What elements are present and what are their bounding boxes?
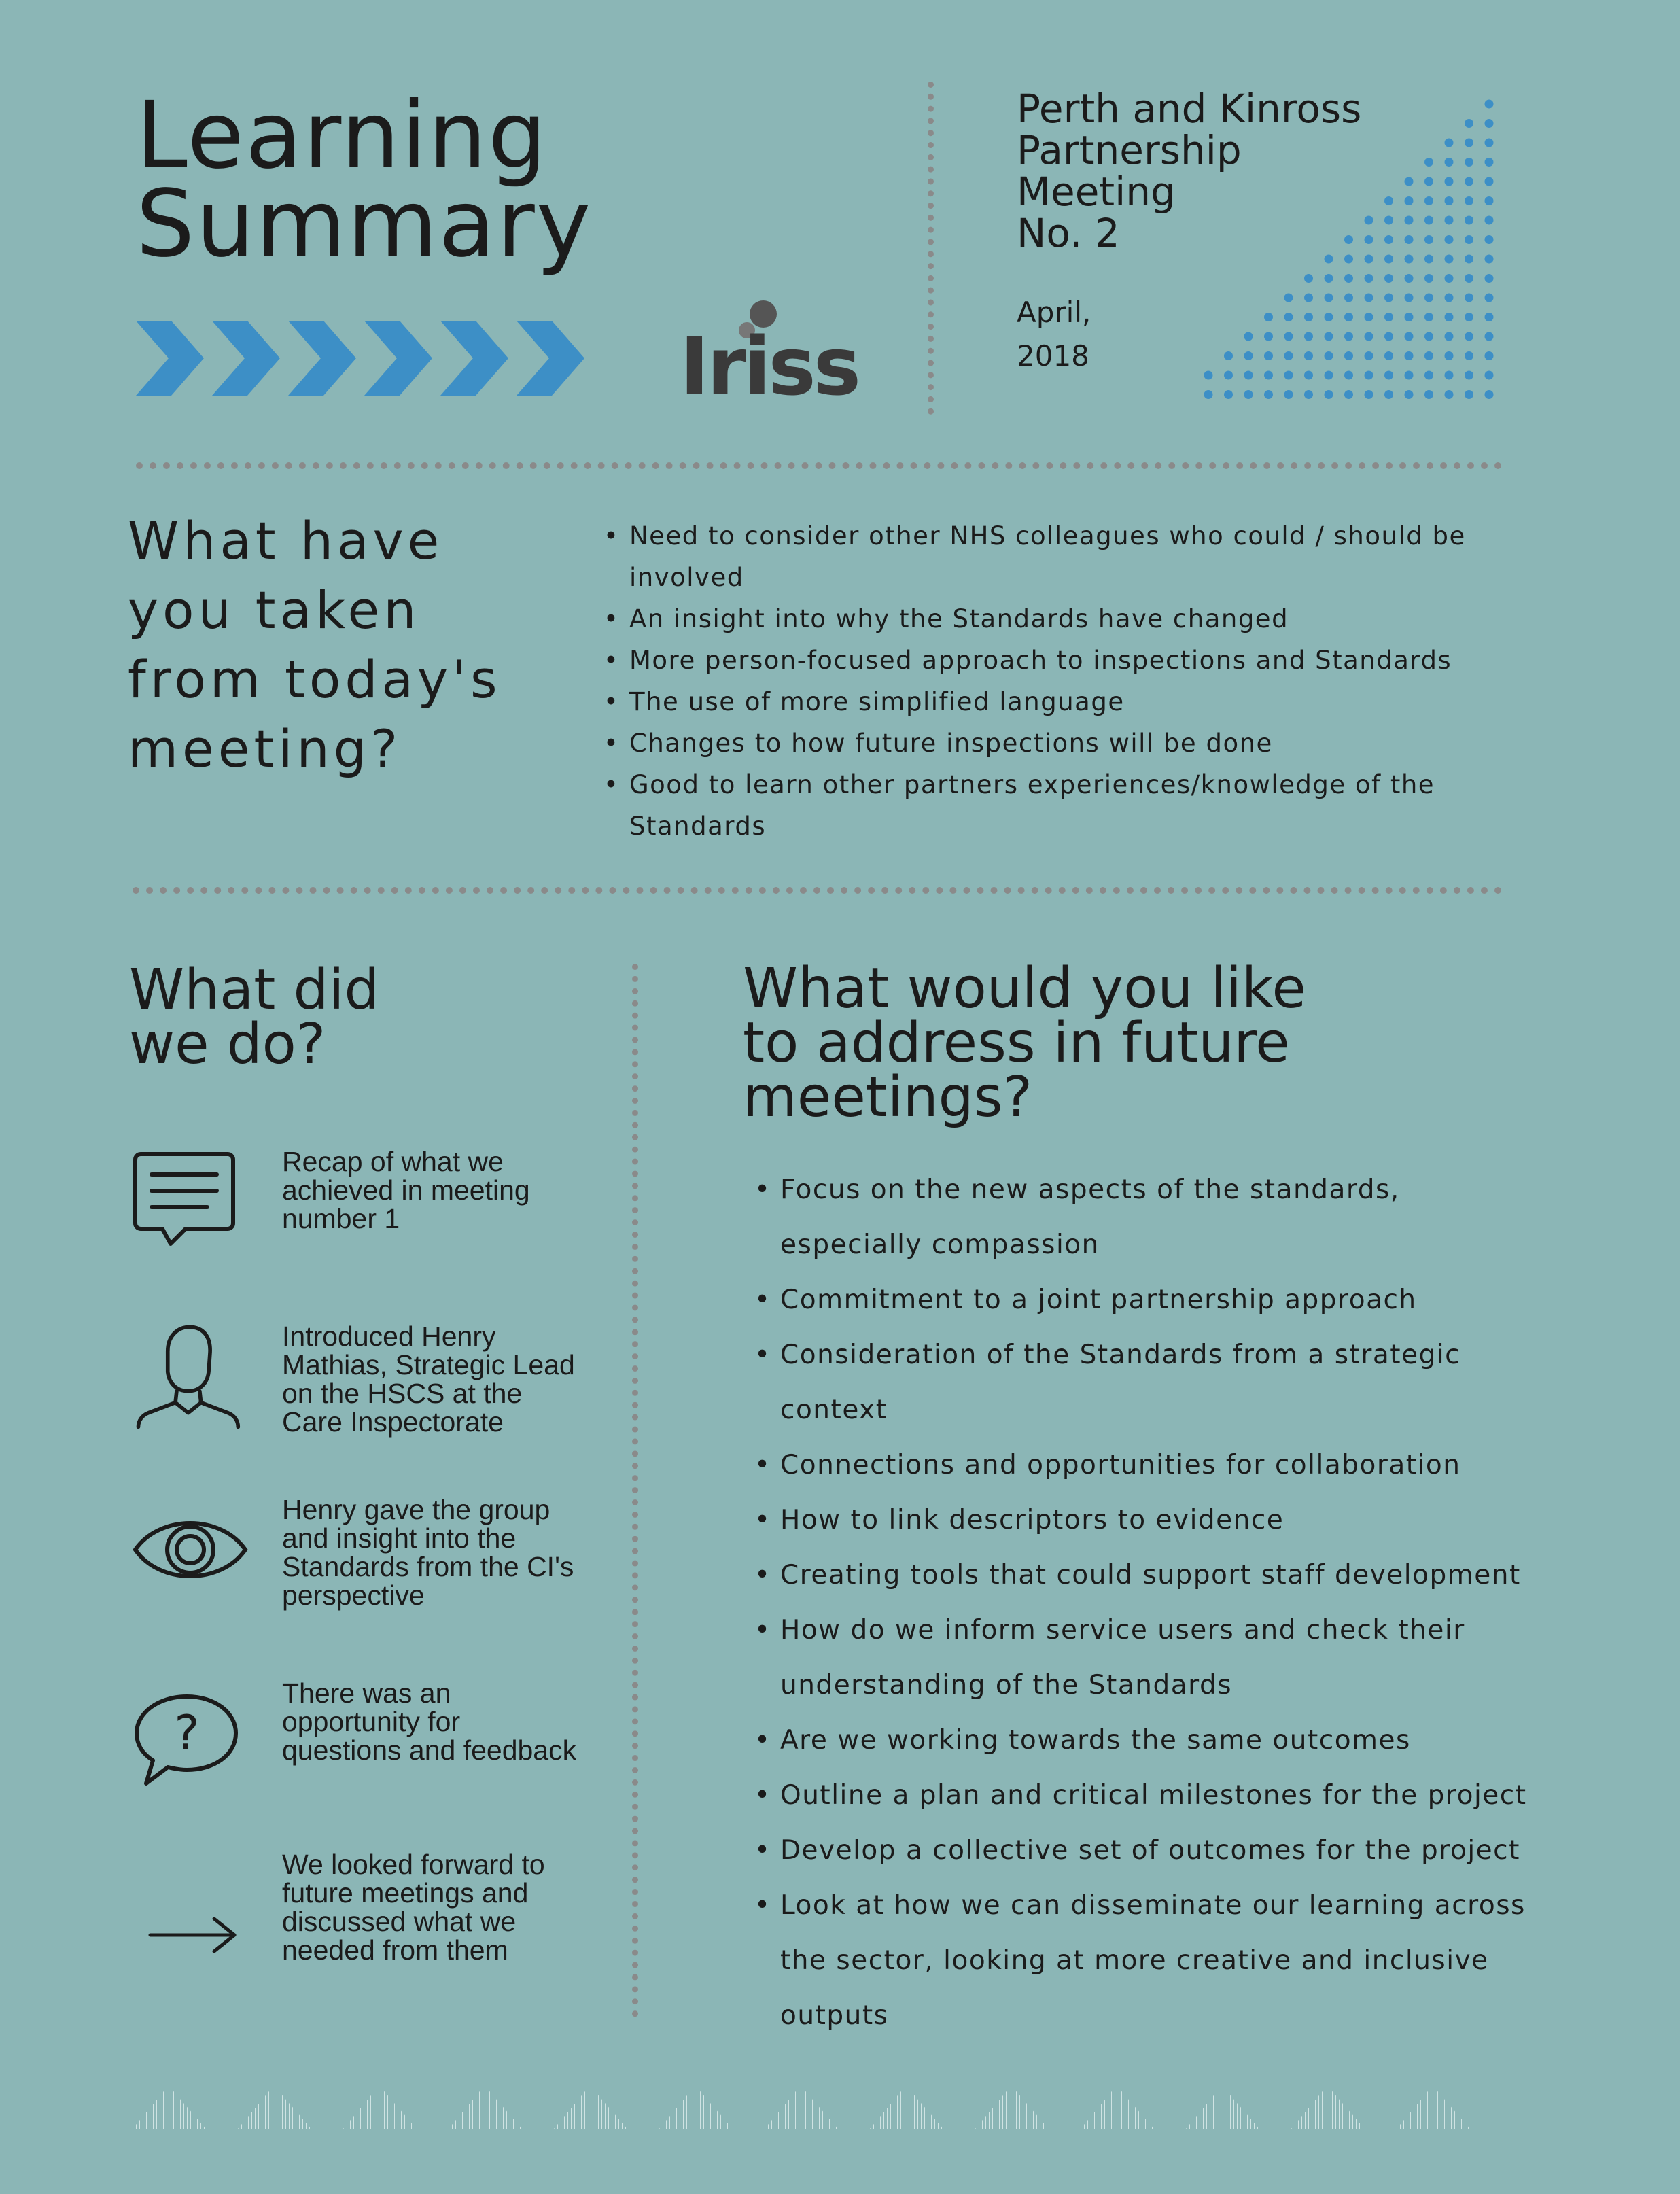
decor-dot (1485, 313, 1494, 321)
did-heading-line-1: What did (129, 958, 380, 1022)
page-title (136, 82, 593, 278)
future-heading-line-1: What would you like (743, 956, 1306, 1021)
decor-dot (1424, 390, 1433, 399)
decor-dot (1485, 390, 1494, 399)
list-item: • Creating tools that could support staff development (754, 1548, 1543, 1603)
decor-dot (1405, 196, 1414, 205)
decor-dot (1325, 332, 1333, 341)
person-icon (133, 1322, 241, 1431)
decor-triangle (1119, 2088, 1154, 2129)
decor-dot (1344, 332, 1353, 341)
decor-dot (1445, 177, 1454, 186)
list-item: • Develop a collective set of outcomes for the project (754, 1823, 1543, 1878)
decor-dot (1405, 177, 1414, 186)
decor-dot (1304, 371, 1313, 380)
decor-dot (1465, 390, 1473, 399)
triangle-pattern-decoration (133, 2085, 1519, 2133)
decor-dot (1424, 158, 1433, 167)
list-item: • How to link descriptors to evidence (754, 1493, 1543, 1548)
decor-dot (1284, 294, 1293, 302)
title-line-1: Learning (136, 82, 548, 190)
decor-dot (1384, 371, 1393, 380)
decor-dot (1485, 158, 1494, 167)
decor-triangle (1329, 2088, 1365, 2129)
decor-dot (1344, 390, 1353, 399)
decor-dot (1485, 119, 1494, 128)
step-questions (133, 1679, 656, 1788)
decor-dot (1485, 235, 1494, 244)
section-divider-2 (133, 887, 1502, 894)
decor-dot (1304, 332, 1313, 341)
decor-dot (1264, 332, 1273, 341)
meeting-line-2: Partnership (1017, 127, 1242, 173)
takeaways-list (603, 515, 1514, 847)
decor-triangle (975, 2088, 1009, 2129)
decor-triangle (1224, 2088, 1259, 2129)
list-item: • Commitment to a joint partnership approach (754, 1272, 1543, 1327)
decor-dot (1485, 177, 1494, 186)
decor-dot (1424, 216, 1433, 225)
decor-dot (1485, 255, 1494, 264)
decor-dot (1485, 274, 1494, 283)
decor-dot (1445, 274, 1454, 283)
decor-dot (1405, 216, 1414, 225)
decor-dot (1445, 351, 1454, 360)
decor-dot (1344, 313, 1353, 321)
step-introduction (133, 1322, 656, 1438)
decor-dot (1424, 332, 1433, 341)
list-item: • Outline a plan and critical milestones for the project (754, 1768, 1543, 1823)
list-item: • Are we working towards the same outcomes (754, 1713, 1543, 1768)
decor-dot (1465, 119, 1473, 128)
decor-dot (1365, 351, 1373, 360)
decor-dot (1424, 235, 1433, 244)
title-line-2: Summary (136, 171, 593, 278)
list-item: • Connections and opportunities for collaboration (754, 1438, 1543, 1493)
question-line-4: meeting? (128, 718, 402, 779)
decor-dot (1485, 216, 1494, 225)
list-item: • The use of more simplified language (603, 681, 1514, 722)
decor-dot (1485, 196, 1494, 205)
decor-dot (1264, 351, 1273, 360)
decor-dot (1445, 235, 1454, 244)
decor-dot (1384, 216, 1393, 225)
decor-triangle (238, 2088, 272, 2129)
decor-dot (1204, 390, 1213, 399)
step-text: We looked forward to future meetings and discussed what we needed from them (282, 1849, 545, 1966)
decor-dot (1284, 351, 1293, 360)
decor-dot (1384, 196, 1393, 205)
decor-dot (1424, 294, 1433, 302)
decor-triangle (1013, 2088, 1049, 2129)
step-future (133, 1850, 656, 2020)
decor-dot (1485, 294, 1494, 302)
step-insight (133, 1494, 656, 1611)
list-item: • Changes to how future inspections will be done (603, 722, 1514, 764)
step-text: Henry gave the group and insight into the Standards from the CI's perspective (282, 1494, 574, 1611)
decor-dot (1424, 313, 1433, 321)
decor-dot (1325, 255, 1333, 264)
decor-dot (1264, 390, 1273, 399)
decor-dot (1445, 313, 1454, 321)
decor-dot (1224, 390, 1233, 399)
dot-triangle-decoration (1203, 99, 1502, 418)
list-item: • An insight into why the Standards have changed (603, 598, 1514, 640)
decor-dot (1365, 216, 1373, 225)
decor-dot (1344, 255, 1353, 264)
date-line-2: 2018 (1017, 339, 1089, 372)
decor-dot (1485, 139, 1494, 147)
decor-dot (1424, 196, 1433, 205)
decor-triangle (908, 2088, 943, 2129)
decor-dot (1445, 158, 1454, 167)
decor-dot (1325, 294, 1333, 302)
decor-dot (1365, 371, 1373, 380)
decor-dot (1325, 313, 1333, 321)
decor-dot (1424, 177, 1433, 186)
decor-triangle (133, 2088, 167, 2129)
decor-dot (1264, 313, 1273, 321)
future-heading (743, 956, 1306, 1130)
decor-triangle (1435, 2088, 1470, 2129)
decor-dot (1405, 255, 1414, 264)
section-divider-1 (136, 462, 1502, 469)
future-topics-list (754, 1162, 1543, 2043)
decor-dot (1384, 255, 1393, 264)
decor-dot (1284, 332, 1293, 341)
arrow-right-icon (133, 1915, 241, 1955)
decor-dot (1445, 371, 1454, 380)
decor-dot (1465, 313, 1473, 321)
decor-dot (1445, 196, 1454, 205)
question-bubble-icon (133, 1692, 241, 1788)
decor-dot (1445, 294, 1454, 302)
decor-dot (1204, 371, 1213, 380)
decor-dot (1365, 294, 1373, 302)
decor-dot (1424, 351, 1433, 360)
decor-dot (1384, 351, 1393, 360)
eye-icon (133, 1509, 248, 1590)
question-line-3: from today's (128, 649, 502, 710)
decor-dot (1465, 371, 1473, 380)
decor-dot (1465, 351, 1473, 360)
decor-dot (1365, 274, 1373, 283)
decor-dot (1405, 294, 1414, 302)
decor-dot (1224, 371, 1233, 380)
step-text: There was an opportunity for questions and feedback (282, 1677, 577, 1766)
list-item: • Look at how we can disseminate our learning across the sector, looking at more creative and inclusive outputs (754, 1878, 1543, 2043)
decor-dot (1384, 390, 1393, 399)
meeting-line-3: Meeting (1017, 169, 1176, 215)
decor-dot (1244, 371, 1253, 380)
decor-dot (1344, 371, 1353, 380)
decor-dot (1365, 332, 1373, 341)
step-text: Introduced Henry Mathias, Strategic Lead on the HSCS at the Care Inspectorate (282, 1321, 575, 1438)
decor-dot (1325, 274, 1333, 283)
decor-dot (1405, 332, 1414, 341)
decor-dot (1384, 313, 1393, 321)
decor-dot (1325, 371, 1333, 380)
date-line-1: April, (1017, 296, 1091, 329)
decor-triangle (449, 2088, 483, 2129)
decor-dot (1384, 274, 1393, 283)
question-line-2: you taken (128, 580, 421, 640)
decor-dot (1264, 371, 1273, 380)
decor-dot (1465, 158, 1473, 167)
step-recap (133, 1146, 656, 1257)
decor-dot (1224, 351, 1233, 360)
decor-dot (1445, 332, 1454, 341)
decor-dot (1445, 390, 1454, 399)
decor-dot (1465, 196, 1473, 205)
future-heading-line-2: to address in future (743, 1011, 1290, 1075)
column-divider (632, 964, 638, 2017)
decor-dot (1465, 139, 1473, 147)
decor-dot (1284, 313, 1293, 321)
decor-triangle (276, 2088, 311, 2129)
speech-bubble-icon (133, 1149, 241, 1257)
decor-dot (1365, 235, 1373, 244)
decor-triangle (1291, 2088, 1325, 2129)
decor-dot (1344, 351, 1353, 360)
decor-triangle (487, 2088, 522, 2129)
decor-dot (1445, 216, 1454, 225)
decor-dot (1344, 235, 1353, 244)
header-divider (928, 82, 934, 415)
meeting-date (1017, 291, 1091, 378)
meeting-line-1: Perth and Kinross (1017, 86, 1362, 132)
decor-dot (1405, 371, 1414, 380)
decor-triangle (171, 2088, 206, 2129)
decor-triangle (343, 2088, 377, 2129)
decor-triangle (1186, 2088, 1220, 2129)
decor-triangle (554, 2088, 588, 2129)
decor-triangle (592, 2088, 627, 2129)
future-heading-line-3: meetings? (743, 1065, 1032, 1130)
decor-triangle (381, 2088, 417, 2129)
decor-dot (1325, 390, 1333, 399)
decor-dot (1284, 371, 1293, 380)
decor-dot (1365, 390, 1373, 399)
logo-text: Iriss (680, 319, 859, 413)
decor-dot (1465, 255, 1473, 264)
chevron-arrows-icon (136, 314, 598, 402)
decor-triangle (803, 2088, 838, 2129)
meeting-line-4: No. 2 (1017, 210, 1120, 256)
decor-dot (1284, 390, 1293, 399)
decor-dot (1384, 294, 1393, 302)
decor-dot (1365, 313, 1373, 321)
decor-dot (1485, 351, 1494, 360)
decor-dot (1304, 390, 1313, 399)
decor-dot (1365, 255, 1373, 264)
decor-dot (1424, 371, 1433, 380)
list-item: • How do we inform service users and check their understanding of the Standards (754, 1603, 1543, 1713)
decor-dot (1465, 235, 1473, 244)
decor-dot (1304, 274, 1313, 283)
did-heading-line-2: we do? (129, 1012, 326, 1077)
decor-dot (1405, 313, 1414, 321)
decor-dot (1465, 332, 1473, 341)
decor-dot (1244, 351, 1253, 360)
decor-dot (1304, 351, 1313, 360)
list-item: • Good to learn other partners experiences/knowledge of the Standards (603, 764, 1514, 847)
step-text: Recap of what we achieved in meeting number 1 (282, 1146, 530, 1234)
decor-dot (1344, 294, 1353, 302)
decor-dot (1485, 100, 1494, 109)
list-item: • More person-focused approach to inspections and Standards (603, 640, 1514, 681)
decor-dot (1485, 371, 1494, 380)
decor-dot (1384, 332, 1393, 341)
decor-triangle (765, 2088, 799, 2129)
decor-dot (1465, 177, 1473, 186)
decor-dot (1465, 216, 1473, 225)
decor-dot (1465, 274, 1473, 283)
decor-triangle (1081, 2088, 1115, 2129)
decor-triangle (1397, 2088, 1431, 2129)
svg-text:?: ? (174, 1705, 200, 1761)
decor-dot (1485, 332, 1494, 341)
list-item: • Focus on the new aspects of the standards, especially compassion (754, 1162, 1543, 1272)
decor-dot (1344, 274, 1353, 283)
decor-dot (1445, 139, 1454, 147)
decor-dot (1465, 294, 1473, 302)
decor-dot (1424, 274, 1433, 283)
decor-dot (1405, 235, 1414, 244)
question-line-1: What have (128, 510, 444, 571)
iriss-logo (680, 299, 859, 415)
did-heading (129, 958, 380, 1077)
decor-dot (1304, 294, 1313, 302)
decor-dot (1405, 351, 1414, 360)
decor-dot (1405, 390, 1414, 399)
takeaways-question (128, 506, 502, 784)
decor-dot (1384, 235, 1393, 244)
decor-triangle (870, 2088, 904, 2129)
decor-dot (1445, 255, 1454, 264)
list-item: • Consideration of the Standards from a strategic context (754, 1327, 1543, 1438)
decor-dot (1424, 255, 1433, 264)
list-item: • Need to consider other NHS colleagues who could / should be involved (603, 515, 1514, 598)
decor-dot (1244, 332, 1253, 341)
decor-dot (1304, 313, 1313, 321)
decor-triangle (697, 2088, 733, 2129)
decor-dot (1405, 274, 1414, 283)
decor-dot (1244, 390, 1253, 399)
decor-dot (1325, 351, 1333, 360)
decor-triangle (659, 2088, 693, 2129)
